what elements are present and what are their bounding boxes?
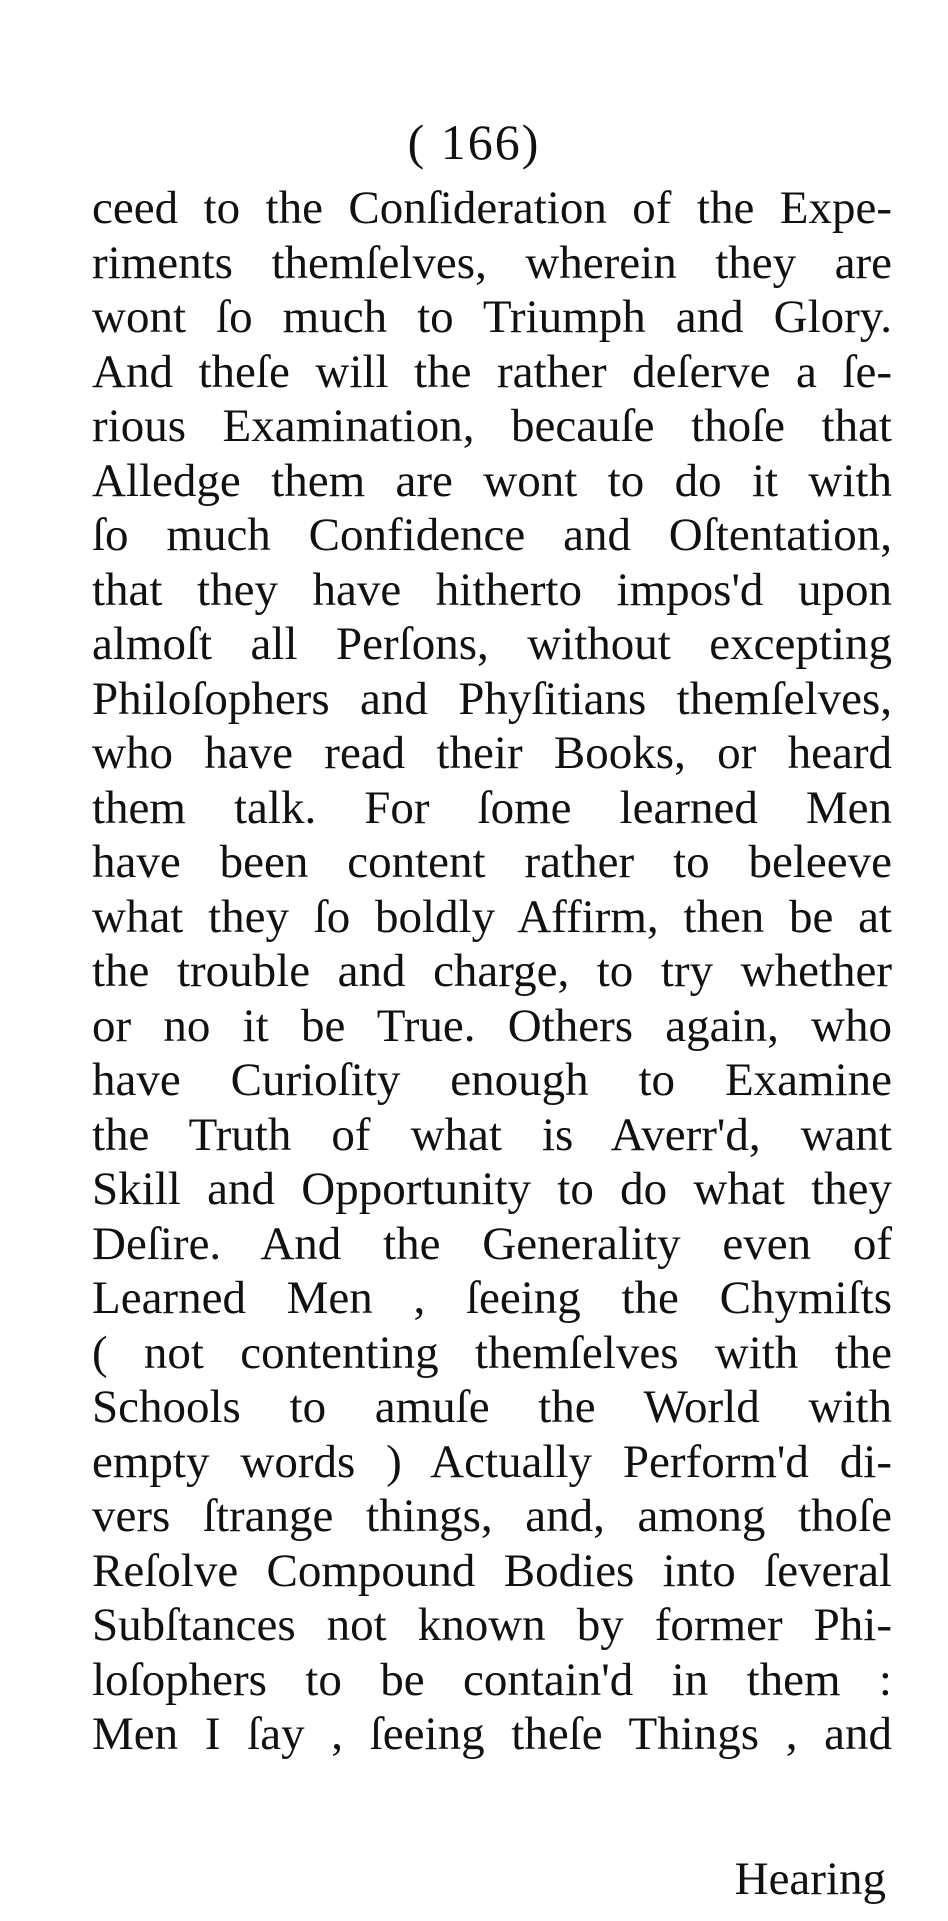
- text-line: vers ſtrange things, and, among thoſe: [92, 1490, 892, 1542]
- text-line: empty words ) Actually Perform'd di-: [92, 1435, 892, 1488]
- text-line: almoſt all Perſons, without excepting: [92, 618, 892, 670]
- text-line: that they have hitherto impos'd upon: [92, 563, 892, 616]
- text-line: rious Examination, becauſe thoſe that: [92, 400, 892, 452]
- text-line: Subſtances not known by former Phi-: [92, 1599, 892, 1651]
- text-line: Men I ſay , ſeeing theſe Things , and: [92, 1708, 892, 1760]
- text-line: Deſire. And the Generality even of: [92, 1217, 892, 1270]
- text-line: ( not contenting themſelves with the: [92, 1326, 892, 1379]
- text-line: them talk. For ſome learned Men: [92, 781, 892, 834]
- text-line: Philoſophers and Phyſitians themſelves,: [92, 672, 892, 725]
- text-line: or no it be True. Others again, who: [92, 999, 892, 1052]
- body-text: [92, 181, 892, 1762]
- text-line: the Truth of what is Averr'd, want: [92, 1108, 892, 1161]
- text-line: have Curioſity enough to Examine: [92, 1054, 892, 1106]
- text-line: have been content rather to beleeve: [92, 836, 892, 888]
- text-line: ceed to the Conſideration of the Expe-: [92, 182, 892, 234]
- text-line: riments themſelves, wherein they are: [92, 236, 892, 289]
- text-line: And theſe will the rather deſerve a ſe-: [92, 345, 892, 398]
- text-line: Alledge them are wont to do it with: [92, 454, 892, 507]
- text-line: ſo much Confidence and Oſtentation,: [92, 509, 892, 561]
- text-line: Skill and Opportunity to do what they: [92, 1163, 892, 1215]
- text-line: Reſolve Compound Bodies into ſeveral: [92, 1544, 892, 1597]
- text-line: the trouble and charge, to try whether: [92, 945, 892, 997]
- text-line: wont ſo much to Triumph and Glory.: [92, 291, 892, 343]
- text-line: who have read their Books, or heard: [92, 727, 892, 779]
- text-line: Learned Men , ſeeing the Chymiſts: [92, 1272, 892, 1324]
- text-line: Schools to amuſe the World with: [92, 1381, 892, 1433]
- catchword: Hearing: [734, 1853, 886, 1905]
- text-line: what they ſo boldly Affirm, then be at: [92, 890, 892, 943]
- text-line: loſophers to be contain'd in them :: [92, 1653, 892, 1706]
- page-number: ( 166): [407, 114, 541, 170]
